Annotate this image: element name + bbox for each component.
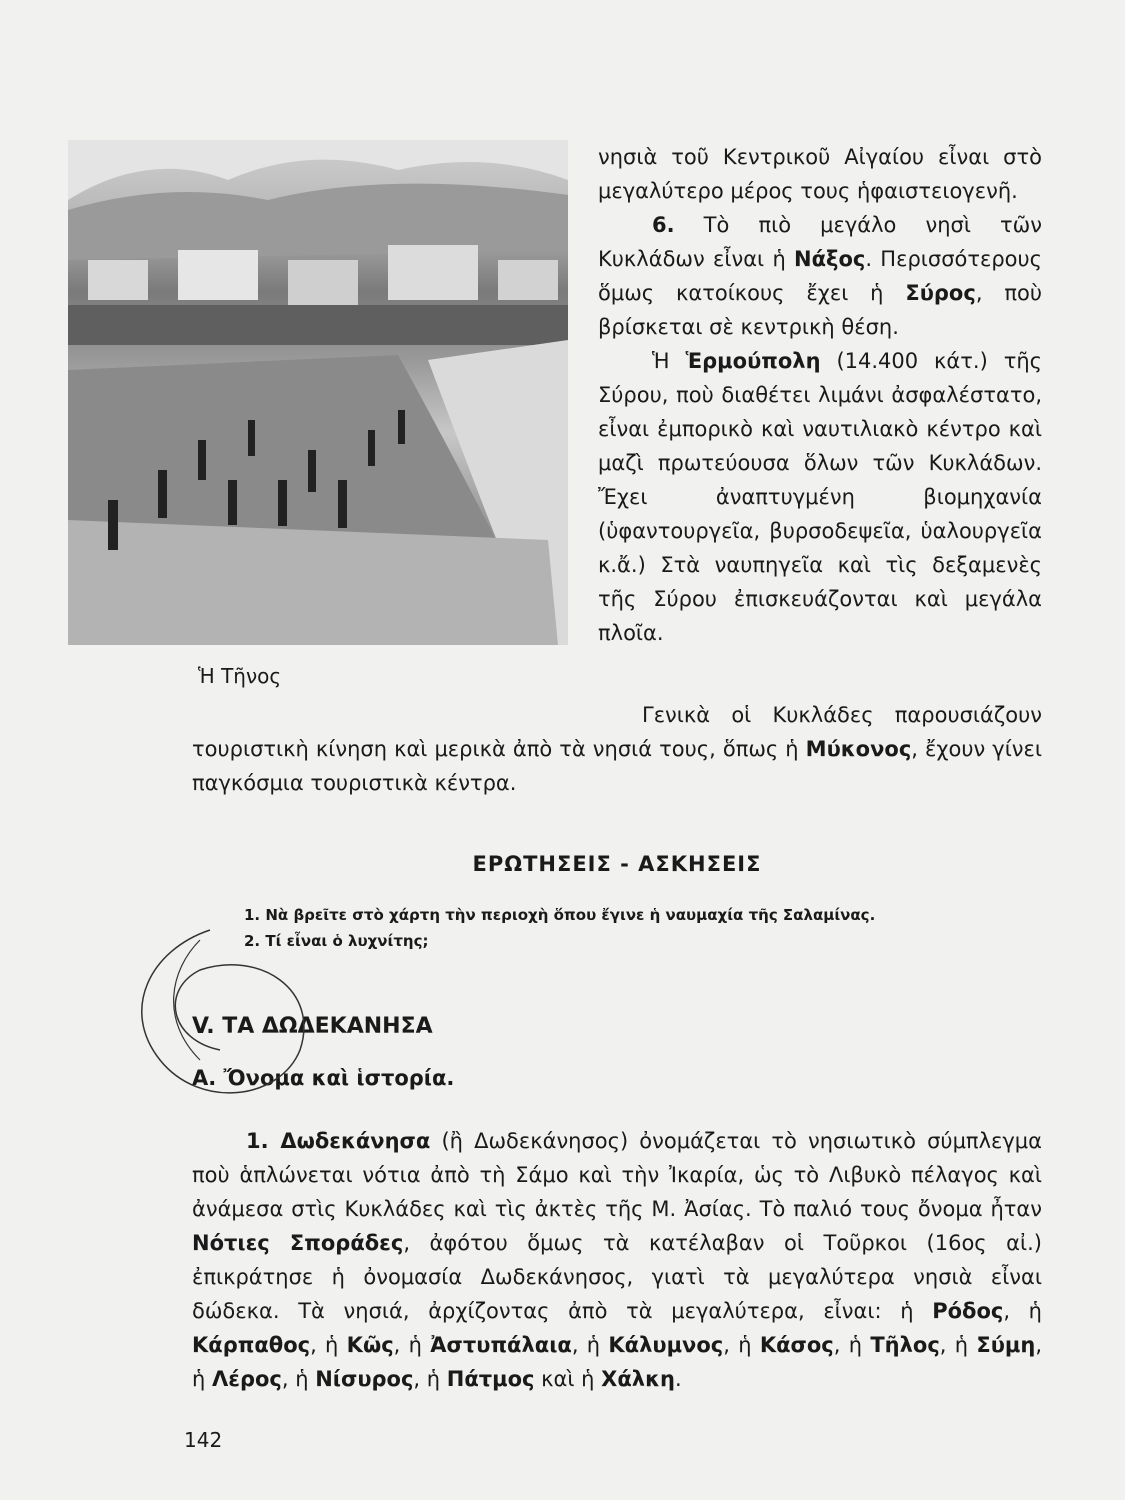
photo-caption: Ἡ Τῆνος bbox=[198, 664, 282, 688]
paragraph-number: 6. bbox=[652, 213, 675, 237]
page-number: 142 bbox=[184, 1428, 223, 1452]
paragraph-volcanic: νησιὰ τοῦ Κεντρικοῦ Αἰγαίου εἶναι στὸ μεγαλύτερο μέρος τους ἡφαιστειογενῆ. bbox=[598, 145, 1042, 203]
tinos-photo bbox=[68, 140, 568, 645]
subsection-title: Α. Ὄνομα καὶ ἱστορία. bbox=[192, 1066, 455, 1090]
paragraph-ermoupoli: Ἡ Ἑρμούπολη (14.400 κάτ.) τῆς Σύρου, ποὺ διαθέτει λιμάνι ἀσφαλέστατο, εἶναι ἐμπορικὸ καὶ ναυτιλιακὸ κέντρο καὶ μαζὶ πρωτεύουσα ὅλων τῶν Κυκλάδων. Ἔχει ἀναπτυγμένη βιομηχανία (ὑφαντουργεῖα, βυρσοδεψεῖα, ὑαλουργεῖα κ.ἄ.) Στὰ ναυπηγεῖα καὶ τὶς δεξαμενὲς τῆς Σύρου ἐπισκευάζονται καὶ μεγάλα πλοῖα. bbox=[598, 349, 1042, 645]
exercise-question-2: 2. Τί εἶναι ὁ λυχνίτης; bbox=[244, 932, 429, 950]
exercise-question-1: 1. Νὰ βρεῖτε στὸ χάρτη τὴν περιοχὴ ὅπου ἔγινε ἡ ναυμαχία τῆς Σαλαμίνας. bbox=[244, 906, 876, 924]
paragraph-tourism: Γενικὰ οἱ Κυκλάδες παρουσιάζουν τουριστικὴ κίνηση καὶ μερικὰ ἀπὸ τὰ νησιά τους, ὅπως ἡ Μύκονος, ἔχουν γίνει παγκόσμια τουριστικὰ κέντρα. bbox=[192, 703, 1042, 795]
paragraph-dodecanese: 1. Δωδεκάνησα (ἢ Δωδεκάνησος) ὀνομάζεται τὸ νησιωτικὸ σύμπλεγμα ποὺ ἁπλώνεται νότια ἀπὸ τὴ Σάμο καὶ τὴν Ἰκαρία, ὡς τὸ Λιβυκὸ πέλαγος καὶ ἀνάμεσα στὶς Κυκλάδες καὶ τὶς ἀκτὲς τῆς Μ. Ἀσίας. Τὸ παλιό τους ὄνομα ἦταν Νότιες Σποράδες, ἀφότου ὅμως τὰ κατέλαβαν οἱ Τοῦρκοι (16ος αἰ.) ἐπικράτησε ἡ ὀνομασία Δωδεκάνησος, γιατὶ τὰ μεγαλύτερα νησιὰ εἶναι δώδεκα. Τὰ νησιά, ἀρχίζοντας ἀπὸ τὰ μεγαλύτερα, εἶναι: ἡ Ρόδος, ἡ Κάρπαθος, ἡ Κῶς, ἡ Ἀστυπάλαια, ἡ Κάλυμνος, ἡ Κάσος, ἡ Τῆλος, ἡ Σύμη, ἡ Λέρος, ἡ Νίσυρος, ἡ Πάτμος καὶ ἡ Χάλκη. bbox=[192, 1129, 1043, 1391]
exercises-heading: ΕΡΩΤΗΣΕΙΣ - ΑΣΚΗΣΕΙΣ bbox=[472, 852, 762, 876]
right-column-text bbox=[598, 140, 1042, 650]
paragraph-naxos-syros: 6. Τὸ πιὸ μεγάλο νησὶ τῶν Κυκλάδων εἶναι ἡ Νάξος. Περισσότερους ὅμως κατοίκους ἔχει ἡ Σύρος, ποὺ βρίσκεται σὲ κεντρικὴ θέση. bbox=[598, 213, 1042, 339]
section-title: V. ΤΑ ΔΩΔΕΚΑΝΗΣΑ bbox=[192, 1014, 433, 1039]
